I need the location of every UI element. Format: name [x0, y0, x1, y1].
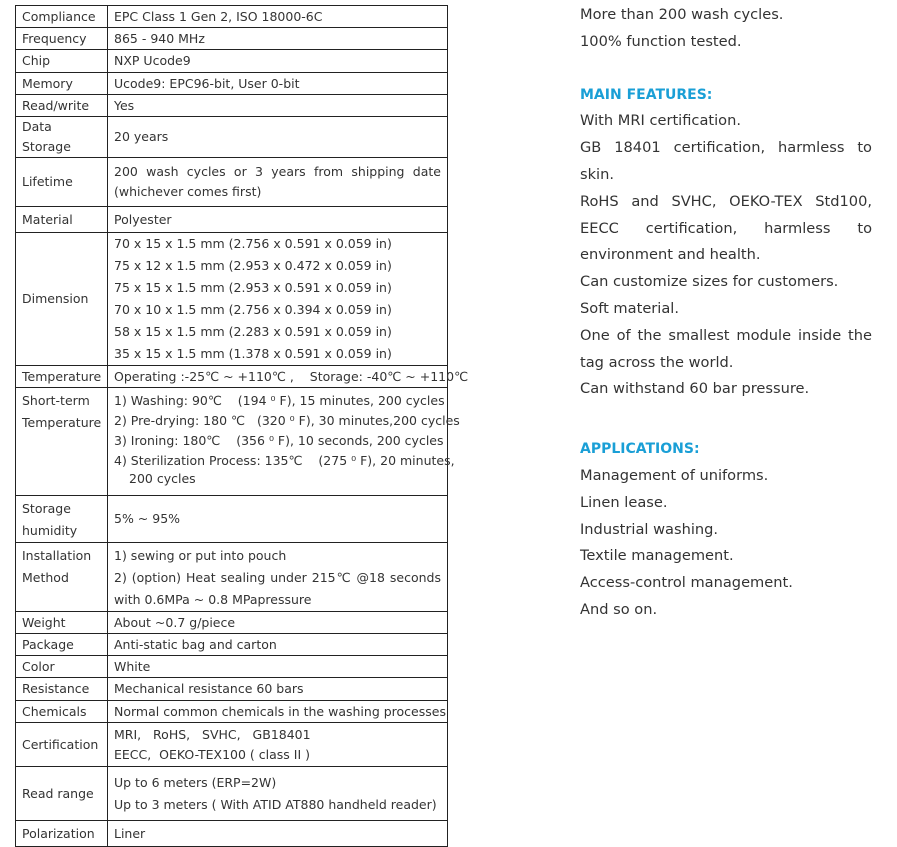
row-readwrite — [16, 95, 448, 117]
read-range-line: Up to 3 meters ( With ATID AT880 handheld reader) — [114, 796, 437, 812]
label-polarization: Polarization — [16, 821, 108, 847]
label-color: Color — [16, 656, 108, 678]
row-installation-method — [16, 543, 448, 612]
row-material — [16, 207, 448, 233]
row-color — [16, 656, 448, 678]
feature-item: RoHS and SVHC, OEKO-TEX Std100, EECC certification, harmless to environment and health. — [580, 192, 872, 264]
value-certification — [108, 723, 448, 767]
dimension-line: 70 x 10 x 1.5 mm (2.756 x 0.394 x 0.059 in) — [114, 302, 392, 317]
value-memory: Ucode9: EPC96-bit, User 0-bit — [108, 73, 448, 95]
short-term-line: 2) Pre-drying: 180 ℃ (320 ⁰ F), 30 minutes,200 cycles — [114, 413, 460, 428]
row-certification — [16, 723, 448, 767]
label-chip: Chip — [16, 50, 108, 73]
row-weight — [16, 612, 448, 634]
spacer — [580, 56, 872, 82]
label-frequency: Frequency — [16, 28, 108, 50]
application-item: Management of uniforms. — [580, 466, 769, 484]
label-humidity-line2: humidity — [22, 523, 78, 538]
feature-item: Can customize sizes for customers. — [580, 273, 839, 291]
row-temperature — [16, 366, 448, 388]
intro-line: 100% function tested. — [580, 32, 742, 50]
label-data-storage: Data Storage — [16, 117, 108, 158]
value-dimension — [108, 233, 448, 366]
value-data-storage: 20 years — [108, 117, 448, 158]
application-item: And so on. — [580, 600, 658, 618]
label-compliance: Compliance — [16, 6, 108, 28]
row-short-term-temperature — [16, 388, 448, 496]
application-item: Industrial washing. — [580, 520, 719, 538]
label-short-term-line2: Temperature — [22, 415, 102, 430]
short-term-line: 200 cycles — [129, 471, 196, 486]
row-package — [16, 634, 448, 656]
row-compliance — [16, 6, 448, 28]
row-storage-humidity — [16, 496, 448, 543]
label-installation-method — [16, 543, 108, 612]
value-temperature: Operating :-25℃ ~ +110℃ , Storage: -40℃ ~ +110℃ — [108, 366, 448, 388]
label-material: Material — [16, 207, 108, 233]
feature-item: GB 18401 certification, harmless to skin. — [580, 139, 872, 183]
main-features-heading: MAIN FEATURES: — [580, 86, 713, 103]
value-frequency: 865 - 940 MHz — [108, 28, 448, 50]
row-data-storage — [16, 117, 448, 158]
value-readwrite: Yes — [108, 95, 448, 117]
label-resistance: Resistance — [16, 678, 108, 701]
label-short-term-line1: Short-term — [22, 393, 90, 408]
certification-line: EECC, OEKO-TEX100 ( class II ) — [114, 746, 310, 762]
features-column — [580, 2, 872, 624]
row-resistance — [16, 678, 448, 701]
value-material: Polyester — [108, 207, 448, 233]
installation-line: 1) sewing or put into pouch — [114, 548, 287, 563]
value-compliance: EPC Class 1 Gen 2, ISO 18000-6C — [108, 6, 448, 28]
row-chemicals — [16, 701, 448, 723]
label-chemicals: Chemicals — [16, 701, 108, 723]
installation-line: 2) (option) Heat sealing under 215℃ @18 seconds with 0.6MPa ~ 0.8 MPapressure — [114, 570, 441, 607]
label-package: Package — [16, 634, 108, 656]
row-read-range — [16, 767, 448, 821]
row-frequency — [16, 28, 448, 50]
applications-heading: APPLICATIONS: — [580, 441, 700, 458]
spacer — [580, 403, 872, 436]
application-item: Linen lease. — [580, 493, 668, 511]
value-lifetime: 200 wash cycles or 3 years from shipping date (whichever comes first) — [108, 158, 448, 207]
value-chip: NXP Ucode9 — [108, 50, 448, 73]
value-short-term-temperature — [108, 388, 460, 496]
dimension-line: 35 x 15 x 1.5 mm (1.378 x 0.591 x 0.059 in) — [114, 346, 392, 361]
label-memory: Memory — [16, 73, 108, 95]
certification-line: MRI, RoHS, SVHC, GB18401 — [114, 726, 311, 742]
spec-table — [15, 5, 469, 847]
read-range-line: Up to 6 meters (ERP=2W) — [114, 774, 277, 790]
label-read-range: Read range — [16, 767, 108, 821]
label-weight: Weight — [16, 612, 108, 634]
row-dimension — [16, 233, 448, 366]
short-term-line: 1) Washing: 90℃ (194 ⁰ F), 15 minutes, 200 cycles — [114, 393, 445, 408]
label-temperature: Temperature — [16, 366, 108, 388]
value-read-range — [108, 767, 448, 821]
application-item: Textile management. — [580, 547, 734, 565]
value-resistance: Mechanical resistance 60 bars — [108, 678, 448, 701]
row-memory — [16, 73, 448, 95]
value-color: White — [108, 656, 448, 678]
label-certification: Certification — [16, 723, 108, 767]
short-term-line: 3) Ironing: 180℃ (356 ⁰ F), 10 seconds, 200 cycles — [114, 433, 444, 448]
intro-line: More than 200 wash cycles. — [580, 6, 784, 23]
label-humidity-line1: Storage — [22, 501, 71, 516]
label-short-term-temperature — [16, 388, 108, 496]
feature-item: Can withstand 60 bar pressure. — [580, 380, 810, 398]
dimension-line: 70 x 15 x 1.5 mm (2.756 x 0.591 x 0.059 in) — [114, 236, 392, 251]
value-polarization: Liner — [108, 821, 448, 847]
value-storage-humidity: 5% ~ 95% — [108, 496, 448, 543]
label-storage-humidity — [16, 496, 108, 543]
row-chip — [16, 50, 448, 73]
value-package: Anti-static bag and carton — [108, 634, 448, 656]
row-lifetime — [16, 158, 448, 207]
dimension-line: 58 x 15 x 1.5 mm (2.283 x 0.591 x 0.059 in) — [114, 324, 392, 339]
value-weight: About ~0.7 g/piece — [108, 612, 448, 634]
feature-item: Soft material. — [580, 299, 679, 317]
label-lifetime: Lifetime — [16, 158, 108, 207]
dimension-line: 75 x 15 x 1.5 mm (2.953 x 0.591 x 0.059 in) — [114, 280, 392, 295]
label-readwrite: Read/write — [16, 95, 108, 117]
application-item: Access-control management. — [580, 574, 793, 592]
label-dimension: Dimension — [16, 233, 108, 366]
short-term-line: 4) Sterilization Process: 135℃ (275 ⁰ F), 20 minutes, — [114, 453, 455, 468]
feature-item: With MRI certification. — [580, 112, 741, 130]
value-chemicals: Normal common chemicals in the washing processes — [108, 701, 448, 723]
label-installation-line2: Method — [22, 570, 69, 585]
row-polarization — [16, 821, 448, 847]
dimension-line: 75 x 12 x 1.5 mm (2.953 x 0.472 x 0.059 in) — [114, 258, 392, 273]
label-installation-line1: Installation — [22, 548, 92, 563]
value-installation-method — [108, 543, 448, 612]
feature-item: One of the smallest module inside the tag across the world. — [580, 326, 872, 371]
